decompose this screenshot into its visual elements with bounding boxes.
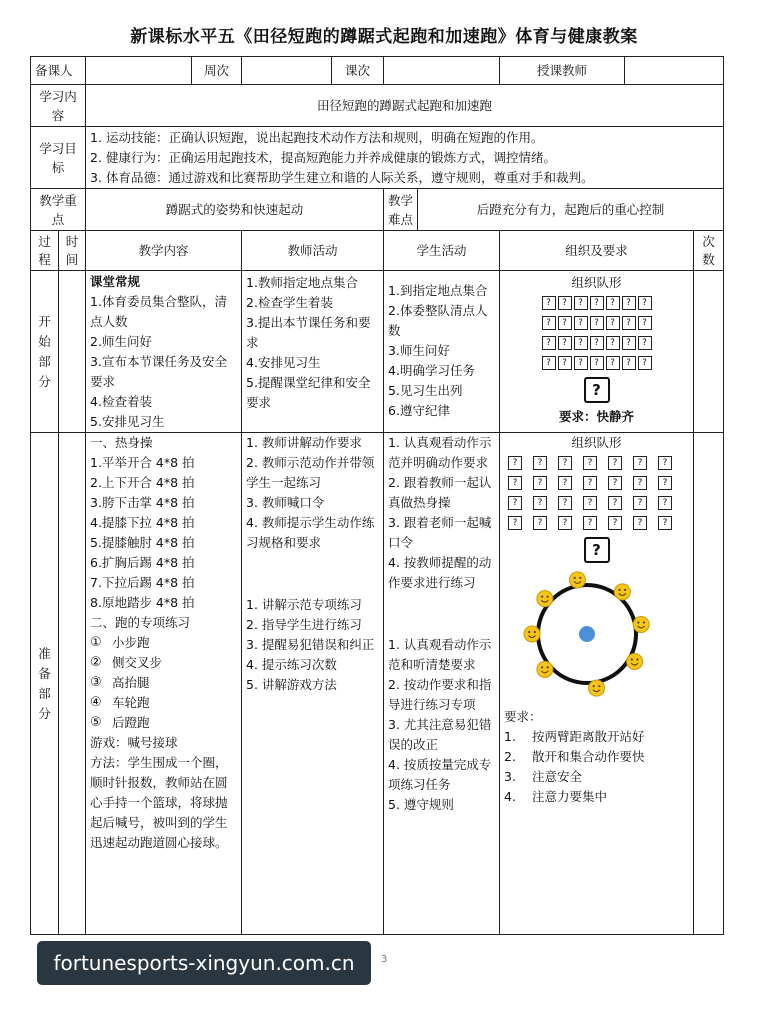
difficulty-label: 教学难点 xyxy=(384,189,418,231)
formation-row: ? ? ? ? ? ? ? xyxy=(504,313,689,333)
list-item: 5. 讲解游戏方法 xyxy=(246,677,337,692)
list-item: 4. 按质按量完成专项练习任务 xyxy=(388,757,492,792)
list-item: 7.下拉后踢 4*8 拍 xyxy=(90,575,195,590)
page-number: 3 xyxy=(381,954,388,965)
warmup-title: 一、热身操 xyxy=(90,435,153,450)
preparer-label: 备课人 xyxy=(31,57,86,85)
content-row xyxy=(31,85,724,127)
start-section-row xyxy=(31,271,724,433)
list-item: 5. 遵守规则 xyxy=(388,797,454,812)
drill-title: 二、跑的专项练习 xyxy=(90,615,191,630)
prep-time xyxy=(59,433,86,935)
goals-row xyxy=(31,127,724,189)
list-item: 1.平举开合 4*8 拍 xyxy=(90,455,195,470)
list-item: 2.检查学生着装 xyxy=(246,295,333,310)
student-smiley-icon xyxy=(626,654,642,670)
goal-item: 3. 体育品德：通过游戏和比赛帮助学生建立和谐的人际关系，遵守规则，尊重对手和裁判。 xyxy=(90,169,594,185)
list-item: 4. 注意力要集中 xyxy=(504,789,608,804)
focus-row xyxy=(31,189,724,231)
list-item: 4.明确学习任务 xyxy=(388,363,475,378)
teacher-label: 授课教师 xyxy=(500,57,625,85)
key-point-value: 蹲踞式的姿势和快速起动 xyxy=(86,189,384,231)
list-item: 2. 指导学生进行练习 xyxy=(246,617,362,632)
list-item: 6.扩胸后踢 4*8 拍 xyxy=(90,555,195,570)
list-item: ④ 车轮跑 xyxy=(90,695,150,710)
content-label: 学习内容 xyxy=(31,85,86,127)
list-item: 4. 提示练习次数 xyxy=(246,657,337,672)
list-item: 1. 认真观看动作示范和听清楚要求 xyxy=(388,637,492,672)
list-item: 3. 教师喊口令 xyxy=(246,495,325,510)
prep-process xyxy=(31,433,59,935)
list-item: 3. 提醒易犯错误和纠正 xyxy=(246,637,375,652)
content-value: 田径短跑的蹲踞式起跑和加速跑 xyxy=(86,85,724,127)
list-item: 5.安排见习生 xyxy=(90,413,165,429)
list-item: 1.体育委员集合整队，清点人数 xyxy=(90,293,227,329)
game-title: 游戏：喊号接球 xyxy=(90,735,178,750)
list-item: 4.提膝下拉 4*8 拍 xyxy=(90,515,195,530)
goals-label: 学习目标 xyxy=(31,127,86,189)
key-point-label: 教学重点 xyxy=(31,189,86,231)
list-item: 1. 认真观看动作示范并明确动作要求 xyxy=(388,435,492,470)
list-item: 1. 讲解示范专项练习 xyxy=(246,597,362,612)
list-item: 1.教师指定地点集合 xyxy=(246,275,358,290)
formation-row: ? ? ? ? ? ? ? xyxy=(504,493,689,513)
list-item: 2. 教师示范动作并带领学生一起练习 xyxy=(246,455,375,490)
list-item: 5.见习生出列 xyxy=(388,383,463,398)
start-process xyxy=(31,271,59,433)
lesson-value xyxy=(384,57,500,85)
goals-list xyxy=(86,127,724,189)
start-content xyxy=(86,271,242,433)
col-time: 时间 xyxy=(59,231,86,271)
column-header-row xyxy=(31,231,724,271)
list-item: 2.师生问好 xyxy=(90,333,152,349)
ball-icon xyxy=(579,626,595,642)
game-method: 方法：学生围成一个圈，顺时针报数，教师站在圆心手持一个篮球，将球抛起后喊号，被叫到的学生迅速起动跑道圆心接球。 xyxy=(90,755,228,850)
goal-item: 1. 运动技能：正确认识短跑，说出起跑技术动作方法和规则，明确在短跑的作用。 xyxy=(90,129,544,145)
list-item: 3.师生问好 xyxy=(388,343,450,358)
list-item: ⑤ 后蹬跑 xyxy=(90,715,150,730)
student-smiley-icon xyxy=(524,626,540,642)
prep-content xyxy=(86,433,242,935)
list-item: 4.检查着装 xyxy=(90,393,152,409)
formation-row: ? ? ? ? ? ? ? xyxy=(504,473,689,493)
difficulty-value: 后蹬充分有力，起跑后的重心控制 xyxy=(418,189,724,231)
page-title: 新课标水平五《田径短跑的蹲踞式起跑和加速跑》体育与健康教案 xyxy=(130,27,638,47)
student-smiley-icon xyxy=(536,591,552,607)
teacher-position-icon: ? xyxy=(584,537,610,563)
requirement-title: 要求： xyxy=(504,709,542,724)
formation-row: ? ? ? ? ? ? ? xyxy=(504,293,689,313)
week-value xyxy=(242,57,332,85)
formation-row: ? ? ? ? ? ? ? xyxy=(504,353,689,373)
watermark-banner[interactable]: fortunesports-xingyun.com.cn xyxy=(37,941,371,985)
org-requirement: 要求：快静齐 xyxy=(559,409,635,424)
col-student: 学生活动 xyxy=(384,231,500,271)
formation-row: ? ? ? ? ? ? ? xyxy=(504,513,689,533)
list-item: 3.提出本节课任务和要求 xyxy=(246,315,371,350)
prep-section-row xyxy=(31,433,724,935)
student-smiley-icon xyxy=(569,572,585,588)
teacher-position-icon: ? xyxy=(584,377,610,403)
student-smiley-icon xyxy=(614,584,630,600)
list-item: 8.原地踏步 4*8 拍 xyxy=(90,595,195,610)
content-title: 课堂常规 xyxy=(90,273,141,289)
list-item: 2. 跟着教师一起认真做热身操 xyxy=(388,475,492,510)
list-item: ② 侧交叉步 xyxy=(90,655,163,670)
lesson-label: 课次 xyxy=(332,57,384,85)
list-item: 5.提膝触肘 4*8 拍 xyxy=(90,535,195,550)
preparer-value xyxy=(86,57,192,85)
list-item: 1. 教师讲解动作要求 xyxy=(246,435,362,450)
org-title: 组织队形 xyxy=(571,435,622,450)
list-item: ① 小步跑 xyxy=(90,635,150,650)
student-smiley-icon xyxy=(536,661,552,677)
list-item: 4.安排见习生 xyxy=(246,355,321,370)
circle-formation-diagram xyxy=(507,567,687,707)
formation-row: ? ? ? ? ? ? ? xyxy=(504,453,689,473)
week-label: 周次 xyxy=(192,57,242,85)
list-item: 6.遵守纪律 xyxy=(388,403,450,418)
prep-student xyxy=(384,433,500,935)
list-item: 3. 尤其注意易犯错误的改正 xyxy=(388,717,492,752)
goal-item: 2. 健康行为：正确运用起跑技术，提高短跑能力并养成健康的锻炼方式，调控情绪。 xyxy=(90,149,557,165)
col-content: 教学内容 xyxy=(86,231,242,271)
list-item: 2. 按动作要求和指导进行练习专项 xyxy=(388,677,492,712)
col-process: 过程 xyxy=(31,231,59,271)
start-teacher xyxy=(242,271,384,433)
start-time xyxy=(59,271,86,433)
start-student xyxy=(384,271,500,433)
list-item: ③ 高抬腿 xyxy=(90,675,150,690)
teacher-value xyxy=(625,57,724,85)
lesson-plan-table xyxy=(30,56,724,935)
list-item: 5.提醒课堂纪律和安全要求 xyxy=(246,375,371,410)
student-smiley-icon xyxy=(633,616,649,632)
list-item: 3. 跟着老师一起喊口令 xyxy=(388,515,492,550)
list-item: 3.胯下击掌 4*8 拍 xyxy=(90,495,195,510)
list-item: 3.宣布本节课任务及安全要求 xyxy=(90,353,227,389)
org-title: 组织队形 xyxy=(571,275,622,290)
student-smiley-icon xyxy=(588,680,604,696)
start-count xyxy=(694,271,724,433)
list-item: 1. 按两臂距离散开站好 xyxy=(504,729,645,744)
formation-row: ? ? ? ? ? ? ? xyxy=(504,333,689,353)
process-label: 开 始 部 分 xyxy=(38,313,51,389)
list-item: 1.到指定地点集合 xyxy=(388,283,488,298)
col-teacher: 教师活动 xyxy=(242,231,384,271)
list-item: 4. 按教师提醒的动作要求进行练习 xyxy=(388,555,492,590)
list-item: 3. 注意安全 xyxy=(504,769,583,784)
list-item: 2.上下开合 4*8 拍 xyxy=(90,475,195,490)
list-item: 2.体委整队清点人数 xyxy=(388,303,488,338)
start-org xyxy=(500,271,694,433)
list-item: 4. 教师提示学生动作练习规格和要求 xyxy=(246,515,375,550)
prep-teacher xyxy=(242,433,384,935)
list-item: 2. 散开和集合动作要快 xyxy=(504,749,645,764)
prep-count xyxy=(694,433,724,935)
col-count: 次数 xyxy=(694,231,724,271)
col-org: 组织及要求 xyxy=(500,231,694,271)
prep-org xyxy=(500,433,694,935)
header-row xyxy=(31,57,724,85)
process-label: 准 备 部 分 xyxy=(38,645,51,721)
